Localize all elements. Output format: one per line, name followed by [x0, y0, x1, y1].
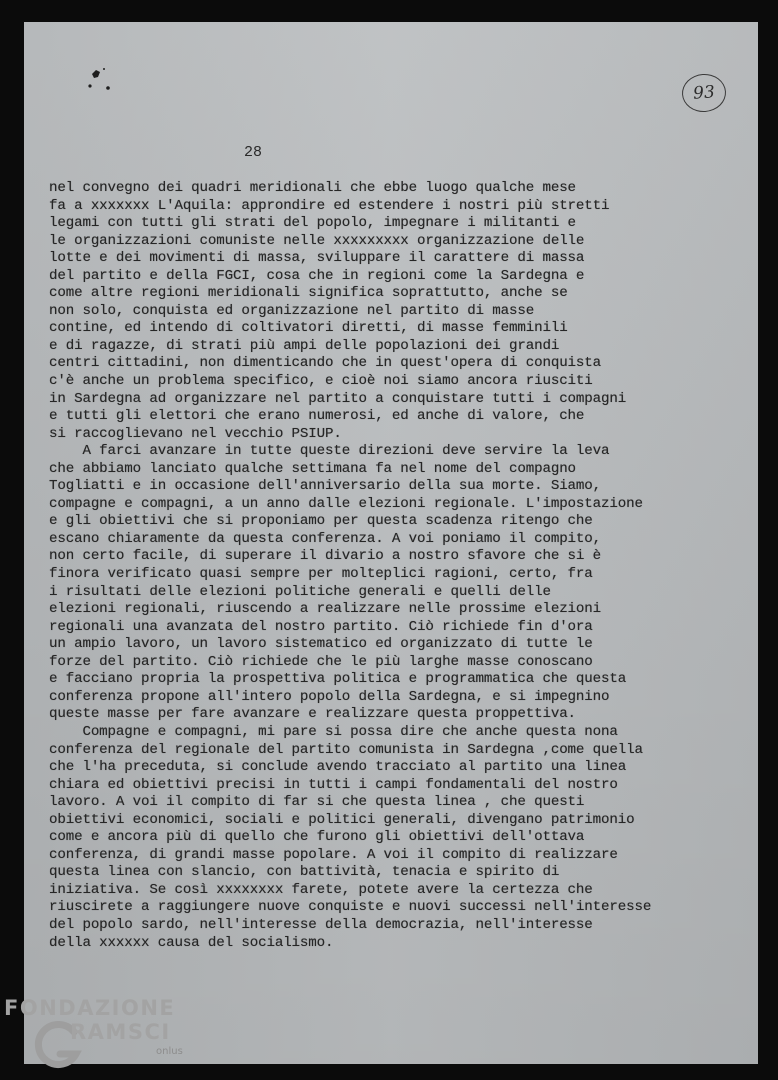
typed-line: conferenza del regionale del partito comunista in Sardegna ,come quella	[49, 741, 643, 758]
typed-line: elezioni regionali, riuscendo a realizzare nelle prossime elezioni	[49, 601, 602, 618]
typed-line: si raccoglievano nel vecchio PSIUP.	[49, 425, 342, 442]
typed-line: e di ragazze, di strati più ampi delle popolazioni dei grandi	[49, 337, 560, 354]
typed-line: queste masse per fare avanzare e realizzare questa proppettiva.	[49, 706, 576, 723]
typed-line: questa linea con slancio, con battività, tenacia e spirito di	[49, 864, 560, 881]
typed-line: del partito e della FGCI, cosa che in regioni come la Sardegna e	[49, 267, 585, 284]
typed-line: legami con tutti gli strati del popolo, impegnare i militanti e	[49, 215, 576, 232]
typed-line: forze del partito. Ciò richiede che le più larghe masse conoscano	[49, 653, 593, 670]
typed-line: A farci avanzare in tutte queste direzioni deve servire la leva	[49, 443, 610, 460]
typed-line: obiettivi economici, sociali e politici generali, divengano patrimonio	[49, 811, 635, 828]
typed-line: compagne e compagni, a un anno dalle elezioni regionale. L'impostazione	[49, 495, 643, 512]
typed-line: conferenza, di grandi masse popolare. A voi il compito di realizzare	[49, 846, 618, 863]
typed-line: fa a xxxxxxx L'Aquila: approndire ed estendere i nostri più stretti	[49, 197, 610, 214]
watermark-line-1: FONDAZIONE	[4, 996, 176, 1020]
typed-line: Togliatti e in occasione dell'anniversario della sua morte. Siamo,	[49, 478, 602, 495]
archive-number-stamp: 93	[681, 73, 728, 114]
typed-line: che l'ha preceduta, si conclude avendo tracciato al partito una linea	[49, 759, 627, 776]
typed-line: escano chiaramente da questa conferenza. A voi poniamo il compito,	[49, 530, 602, 547]
typed-line: contine, ed intendo di coltivatori diretti, di masse femminili	[49, 320, 568, 337]
typed-line: iniziativa. Se così xxxxxxxx farete, potete avere la certezza che	[49, 881, 593, 898]
typed-line: e tutti gli elettori che erano numerosi, ed anche di valore, che	[49, 408, 585, 425]
typed-line: che abbiamo lanciato qualche settimana fa nel nome del compagno	[49, 460, 576, 477]
typed-line: come e ancora più di quello che furono gli obiettivi dell'ottava	[49, 829, 585, 846]
typed-line: lotte e dei movimenti di massa, sviluppare il carattere di massa	[49, 250, 585, 267]
typed-line: un ampio lavoro, un lavoro sistematico ed organizzato di tutte le	[49, 636, 593, 653]
typed-line: finora verificato quasi sempre per molteplici ragioni, certo, fra	[49, 566, 593, 583]
fondazione-gramsci-watermark	[4, 996, 204, 1076]
typed-line: della xxxxxx causa del socialismo.	[49, 934, 334, 951]
typed-body-text	[49, 180, 729, 952]
typed-line: chiara ed obiettivi precisi in tutti i campi fondamentali del nostro	[49, 776, 618, 793]
typed-line: lavoro. A voi il compito di far si che questa linea , che questi	[49, 794, 585, 811]
typed-line: del popolo sardo, nell'interesse della democrazia, nell'interesse	[49, 916, 593, 933]
typed-line: Compagne e compagni, mi pare si possa dire che anche questa nona	[49, 723, 618, 740]
typed-line: nel convegno dei quadri meridionali che ebbe luogo qualche mese	[49, 180, 576, 196]
typed-line: non certo facile, di superare il divario a nostro sfavore che si è	[49, 548, 602, 565]
watermark-line-2: RAMSCI	[70, 1020, 171, 1044]
typed-line: riuscirete a raggiungere nuove conquiste e nuovi successi nell'interesse	[49, 899, 652, 916]
typed-line: e gli obiettivi che si proponiamo per questa scadenza ritengo che	[49, 513, 593, 530]
typed-line: centri cittadini, non dimenticando che in quest'opera di conquista	[49, 355, 602, 372]
watermark-suffix: onlus	[156, 1046, 183, 1057]
typed-line: non solo, conquista ed organizzazione nel partito di masse	[49, 302, 535, 319]
typed-line: i risultati delle elezioni politiche generali e quelli delle	[49, 583, 551, 600]
typed-line: e facciano propria la prospettiva politica e programmatica che questa	[49, 671, 627, 688]
ink-blot-icon	[86, 66, 116, 94]
typed-line: regionali una avanzata del nostro partito. Ciò richiede fin d'ora	[49, 618, 593, 635]
typed-line: conferenza propone all'intero popolo della Sardegna, e si impegnino	[49, 688, 610, 705]
typed-line: c'è anche un problema specifico, e cioè noi siamo ancora riusciti	[49, 373, 593, 390]
typed-line: come altre regioni meridionali significa soprattutto, anche se	[49, 285, 568, 302]
typed-line: le organizzazioni comuniste nelle xxxxxxxxx organizzazione delle	[49, 232, 585, 249]
typed-line: in Sardegna ad organizzare nel partito a conquistare tutti i compagni	[49, 390, 627, 407]
page-number: 28	[244, 144, 263, 161]
